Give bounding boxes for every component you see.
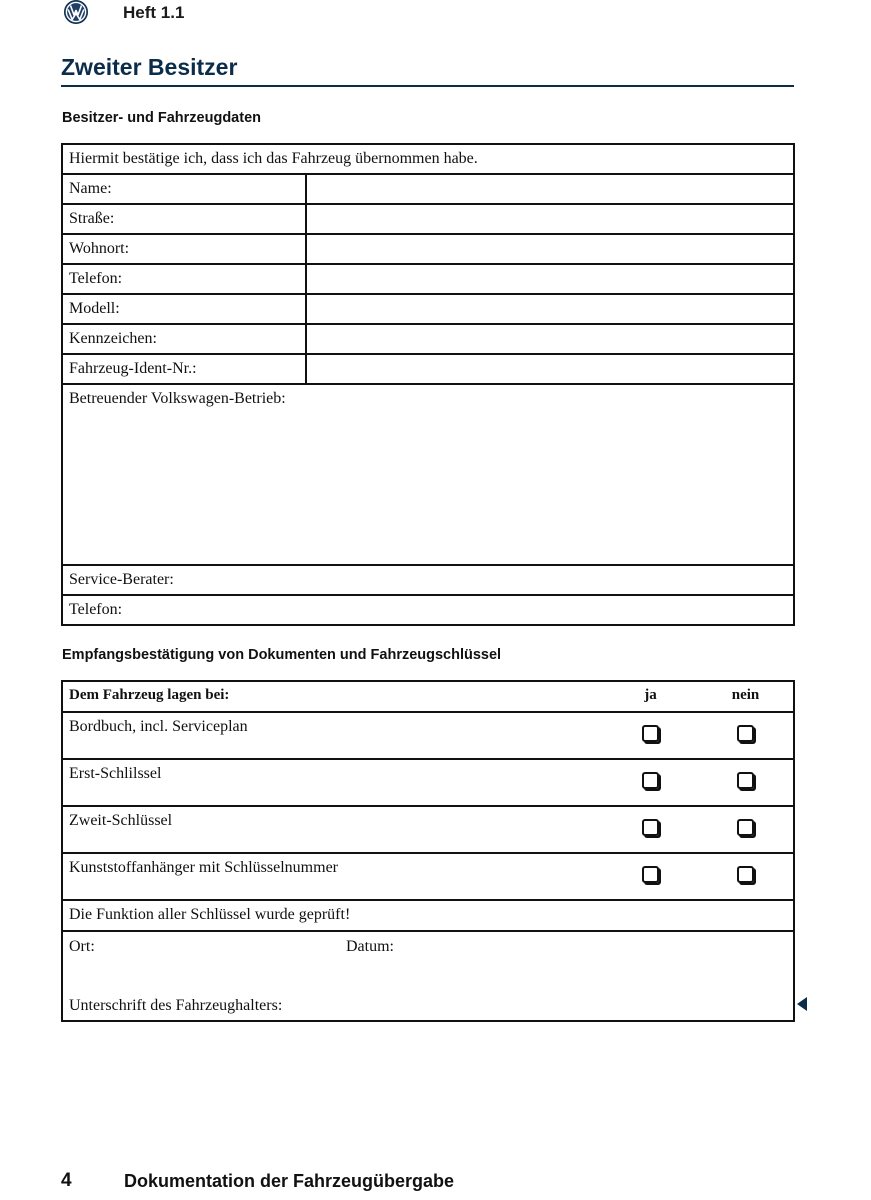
field-label-street: Straße: [62, 204, 306, 234]
place-label: Ort: [69, 938, 95, 955]
footer-title: Dokumentation der Fahrzeugübergabe [124, 1171, 455, 1191]
section-heading-documents: Empfangsbestätigung von Dokumenten und Fahrzeugschlüssel [62, 647, 502, 663]
signature-block[interactable] [62, 931, 794, 1021]
license-plate-field[interactable] [306, 324, 794, 354]
item-label-first-key: Erst-Schlilssel [62, 759, 603, 806]
checkbox-first-key-yes[interactable] [642, 772, 659, 789]
dealer-label: Betreuender Volkswagen-Betrieb: [69, 390, 286, 407]
table-header-included: Dem Fahrzeug lagen bei: [62, 681, 603, 712]
street-field[interactable] [306, 204, 794, 234]
phone-field[interactable] [306, 264, 794, 294]
column-header-yes: ja [603, 681, 698, 712]
field-label-phone: Telefon: [62, 264, 306, 294]
documents-table [61, 680, 795, 1022]
checkbox-manual-yes[interactable] [642, 725, 659, 742]
checkbox-manual-no[interactable] [737, 725, 754, 742]
checkbox-key-tag-no[interactable] [737, 866, 754, 883]
item-label-second-key: Zweit-Schlüssel [62, 806, 603, 853]
page-number: 4 [61, 1170, 72, 1191]
booklet-label: Heft 1.1 [123, 3, 185, 22]
field-label-plate: Kennzeichen: [62, 324, 306, 354]
confirmation-text: Hiermit bestätige ich, dass ich das Fahrzeug übernommen habe. [62, 144, 794, 174]
field-label-city: Wohnort: [62, 234, 306, 264]
key-function-statement: Die Funktion aller Schlüssel wurde geprüft! [62, 900, 794, 931]
field-label-name: Name: [62, 174, 306, 204]
column-header-no: nein [698, 681, 794, 712]
section-heading-owner-data: Besitzer- und Fahrzeugdaten [62, 110, 261, 126]
checkbox-second-key-no[interactable] [737, 819, 754, 836]
page-marker-arrow-icon [797, 997, 807, 1011]
field-label-vin: Fahrzeug-Ident-Nr.: [62, 354, 306, 384]
name-field[interactable] [306, 174, 794, 204]
owner-vehicle-table [61, 143, 795, 626]
checkbox-key-tag-yes[interactable] [642, 866, 659, 883]
vw-logo-icon [60, 0, 92, 26]
vin-field[interactable] [306, 354, 794, 384]
item-label-key-tag: Kunststoffanhänger mit Schlüsselnummer [62, 853, 603, 900]
date-label: Datum: [346, 938, 394, 955]
dealer-field[interactable] [62, 384, 794, 565]
title-underline [61, 85, 794, 87]
model-field[interactable] [306, 294, 794, 324]
advisor-phone-field[interactable] [62, 595, 794, 625]
signature-label: Unterschrift des Fahrzeughalters: [69, 997, 283, 1014]
service-advisor-field[interactable] [62, 565, 794, 595]
checkbox-first-key-no[interactable] [737, 772, 754, 789]
item-label-owner-manual: Bordbuch, incl. Serviceplan [62, 712, 603, 759]
city-field[interactable] [306, 234, 794, 264]
field-label-model: Modell: [62, 294, 306, 324]
service-advisor-label: Service-Berater: [69, 571, 174, 588]
page-title: Zweiter Besitzer [61, 54, 238, 80]
checkbox-second-key-yes[interactable] [642, 819, 659, 836]
advisor-phone-label: Telefon: [69, 601, 123, 618]
